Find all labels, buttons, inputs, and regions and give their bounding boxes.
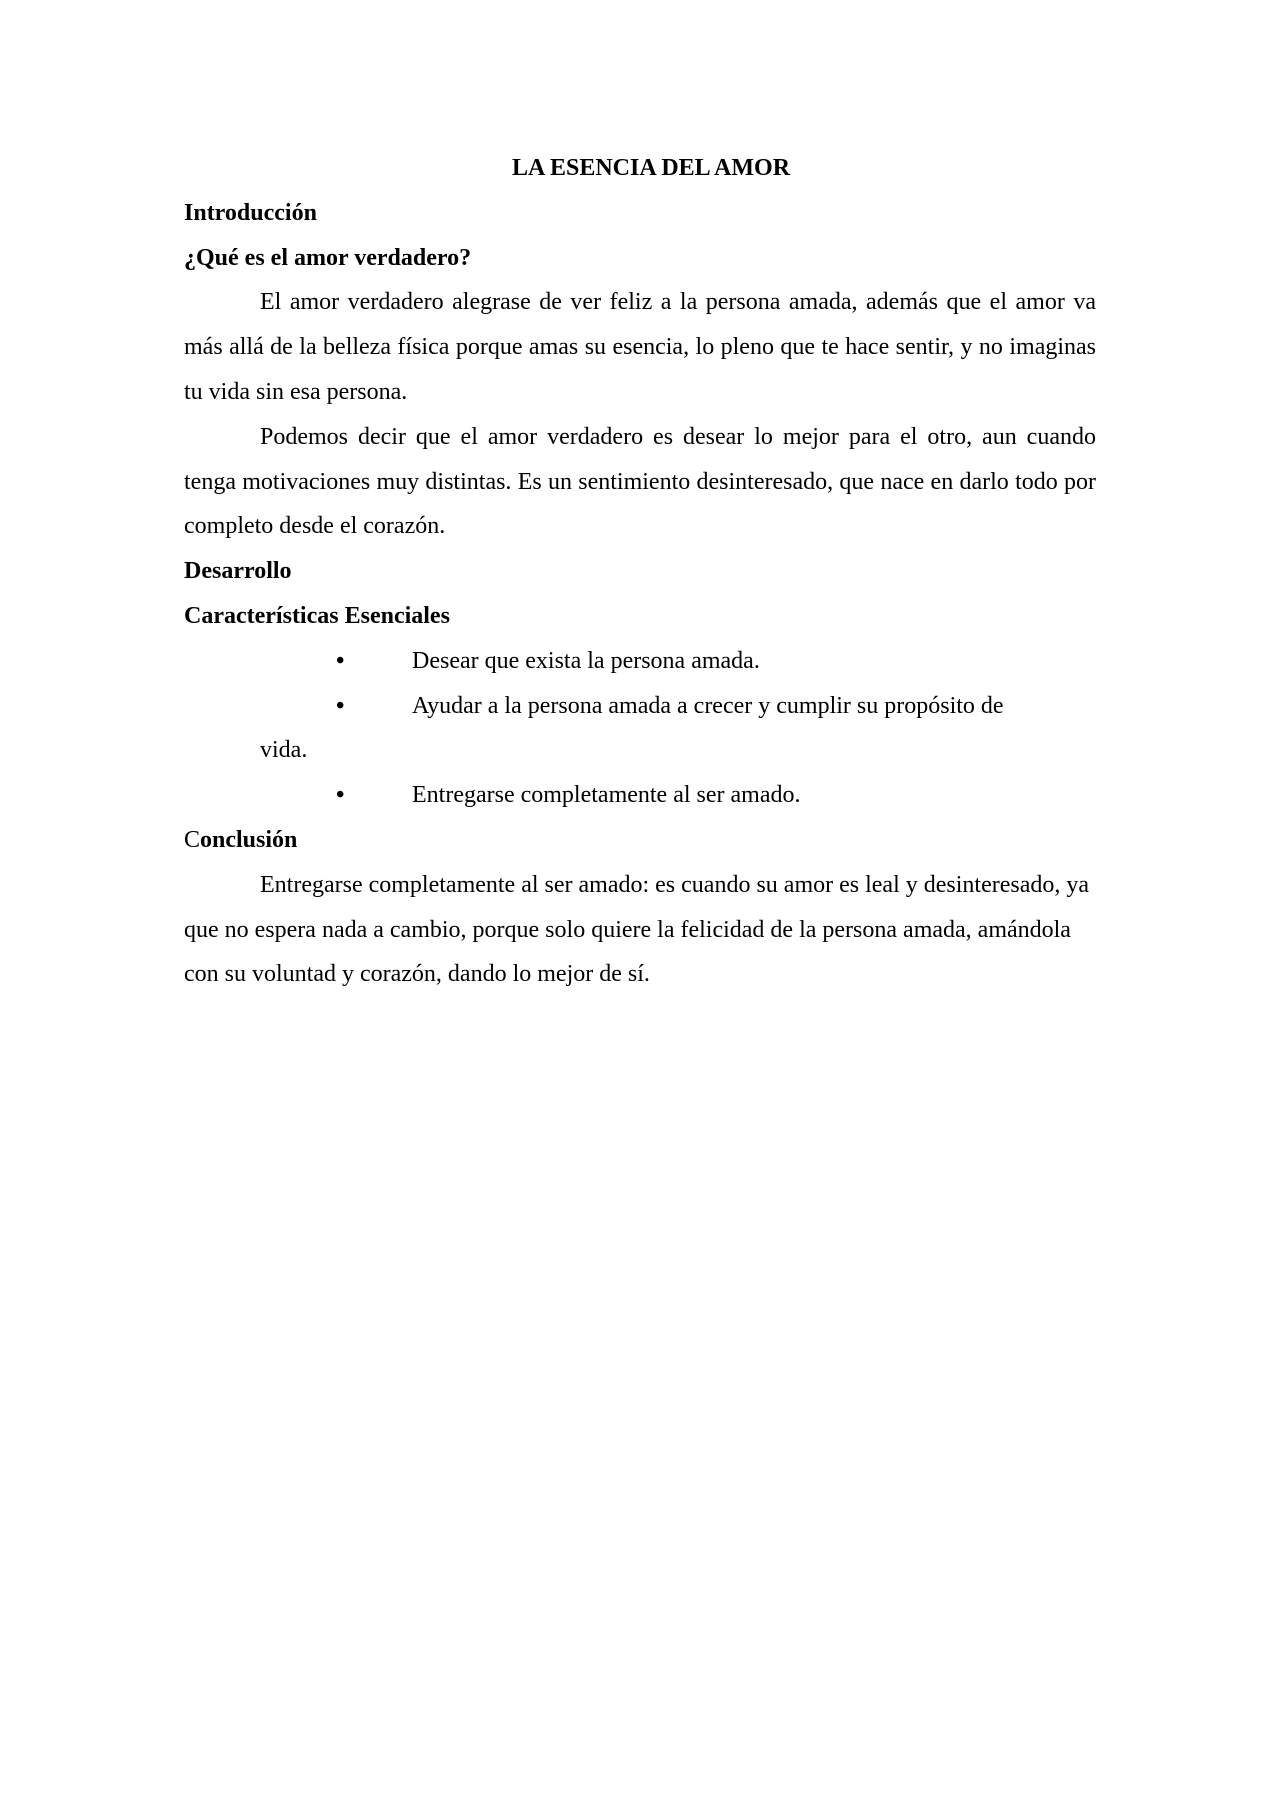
document-body [184,146,1096,997]
conclusion-heading-initial: C [184,826,201,853]
list-item-continuation: vida. [260,737,308,764]
document-title: LA ESENCIA DEL AMOR [511,155,791,181]
characteristics-list [184,639,1096,818]
bullet-icon: • [336,647,345,674]
list-item [184,684,1096,729]
list-item-text: Entregarse completamente al ser amado. [412,782,801,809]
list-item [184,773,1096,818]
bullet-icon: • [336,692,345,719]
list-item-text: Desear que exista la persona amada. [412,647,760,674]
conclusion-heading [184,818,1096,863]
bullet-icon: • [336,782,345,809]
conclusion-paragraph: Entregarse completamente al ser amado: es cuando su amor es leal y desinteresado, ya que no espera nada a cambio, porque solo quiere la felicidad de la persona amada, amándola con su voluntad y corazón, dando lo mejor de sí. [184,871,1090,988]
intro-paragraph-2: Podemos decir que el amor verdadero es desear lo mejor para el otro, aun cuando tenga motivaciones muy distintas. Es un sentimiento desinteresado, que nace en darlo todo por completo desde el corazón. [184,423,1096,540]
list-item-text: Ayudar a la persona amada a crecer y cumplir su propósito de [412,692,1004,719]
intro-paragraph-1: El amor verdadero alegrase de ver feliz a la persona amada, además que el amor va más allá de la belleza física porque amas su esencia, lo pleno que te hace sentir, y no imaginas tu vida sin esa persona. [184,289,1096,405]
conclusion-heading-rest: onclusión [200,826,298,853]
development-heading: Desarrollo [184,558,292,585]
list-item [184,639,1096,684]
intro-heading: Introducción [184,199,317,226]
characteristics-heading: Características Esenciales [184,602,450,629]
question-heading: ¿Qué es el amor verdadero? [184,244,472,271]
